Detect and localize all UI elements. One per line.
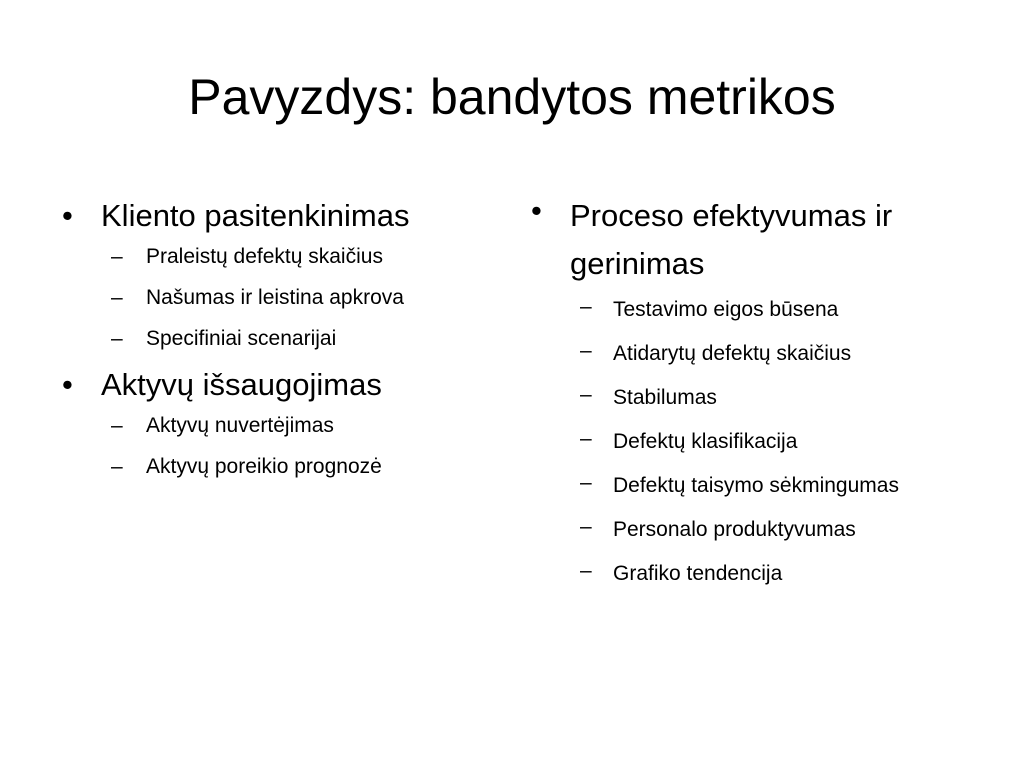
sub-bullet-item — [570, 381, 967, 415]
sub-bullet-item — [101, 243, 488, 271]
sub-bullet-item — [570, 425, 967, 459]
dash-icon: – — [111, 286, 123, 309]
sub-bullet-label: Personalo produktyvumas — [613, 518, 856, 541]
dash-icon: – — [580, 559, 592, 582]
bullet-label: Kliento pasitenkinimas — [101, 198, 410, 233]
bullet-icon: • — [531, 193, 542, 228]
sub-bullet-list — [101, 412, 488, 481]
sub-bullet-item — [101, 284, 488, 312]
sub-bullet-item — [570, 469, 967, 503]
slide-title: Pavyzdys: bandytos metrikos — [188, 69, 836, 125]
sub-bullet-item — [101, 325, 488, 353]
dash-icon: – — [580, 339, 592, 362]
left-bullet-column — [58, 197, 488, 494]
sub-bullet-item — [570, 337, 967, 371]
sub-bullet-label: Atidarytų defektų skaičius — [613, 342, 852, 365]
sub-bullet-label: Praleistų defektų skaičius — [146, 245, 383, 268]
dash-icon: – — [111, 245, 123, 268]
dash-icon: – — [580, 515, 592, 538]
sub-bullet-item — [570, 513, 967, 547]
sub-bullet-item — [570, 293, 967, 327]
dash-icon: – — [111, 455, 123, 478]
sub-bullet-label: Aktyvų poreikio prognozė — [146, 455, 382, 478]
sub-bullet-label: Stabilumas — [613, 386, 717, 409]
sub-bullet-list — [101, 243, 488, 353]
sub-bullet-label: Defektų klasifikacija — [613, 430, 798, 453]
dash-icon: – — [580, 427, 592, 450]
dash-icon: – — [580, 295, 592, 318]
bullet-icon: • — [62, 198, 73, 233]
bullet-label: Proceso efektyvumas ir gerinimas — [570, 198, 893, 281]
sub-bullet-label: Testavimo eigos būsena — [613, 298, 839, 321]
dash-icon: – — [580, 471, 592, 494]
bullet-icon: • — [62, 367, 73, 402]
dash-icon: – — [111, 327, 123, 350]
bullet-item-customer-satisfaction — [58, 197, 488, 353]
sub-bullet-label: Defektų taisymo sėkmingumas — [613, 474, 899, 497]
right-bullet-column — [527, 193, 967, 604]
bullet-item-process-efficiency — [527, 192, 967, 591]
sub-bullet-label: Specifiniai scenarijai — [146, 327, 337, 350]
dash-icon: – — [111, 414, 123, 437]
sub-bullet-item — [101, 412, 488, 440]
bullet-label: Aktyvų išsaugojimas — [101, 367, 382, 402]
sub-bullet-item — [101, 453, 488, 481]
sub-bullet-list — [570, 293, 967, 591]
sub-bullet-label: Grafiko tendencija — [613, 562, 783, 585]
sub-bullet-label: Aktyvų nuvertėjimas — [146, 414, 334, 437]
dash-icon: – — [580, 383, 592, 406]
sub-bullet-label: Našumas ir leistina apkrova — [146, 286, 404, 309]
sub-bullet-item — [570, 557, 967, 591]
bullet-item-asset-retention — [58, 366, 488, 481]
